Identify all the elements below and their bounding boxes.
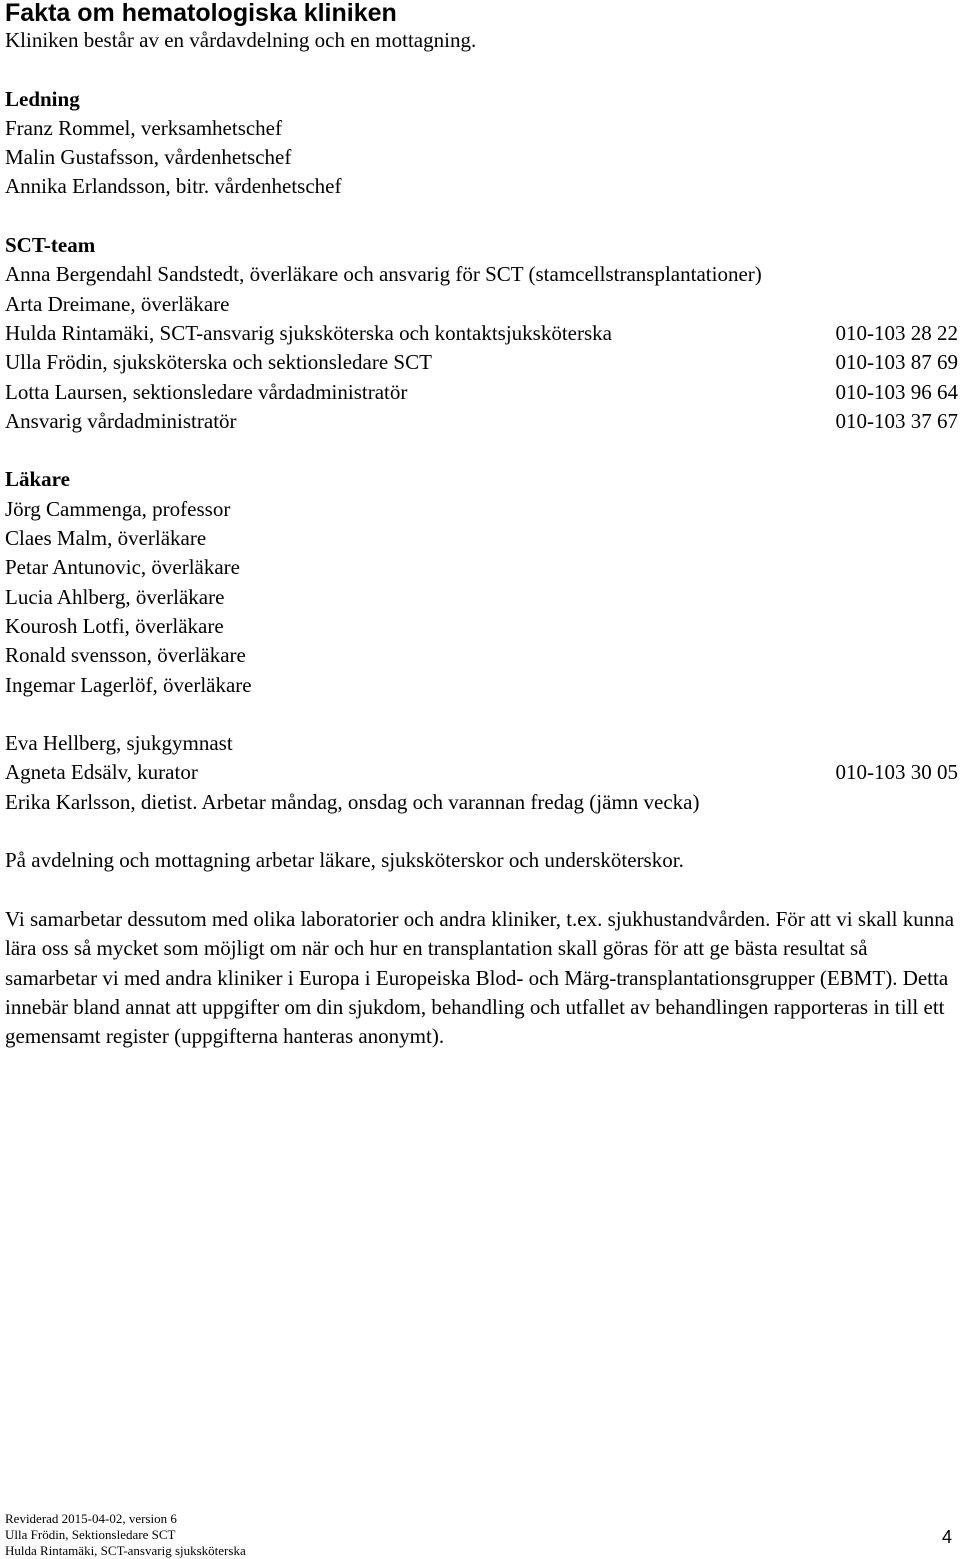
ledning-member: Annika Erlandsson, bitr. vårdenhetschef — [5, 174, 342, 199]
lakare-member: Ingemar Lagerlöf, överläkare — [5, 672, 252, 697]
sct-team-member — [5, 319, 958, 348]
member-name: Ansvarig vårdadministratör — [5, 408, 237, 433]
footer-line: Reviderad 2015-04-02, version 6 — [5, 1511, 177, 1526]
staff-name: Agneta Edsälv, kurator — [5, 760, 198, 785]
member-name: Ulla Frödin, sjuksköterska och sektionsledare SCT — [5, 350, 432, 375]
member-phone: 010-103 28 22 — [835, 320, 958, 345]
spacer — [5, 700, 958, 729]
spacer — [5, 436, 958, 465]
sct-team-member — [5, 260, 958, 289]
ledning-member: Franz Rommel, verksamhetschef — [5, 115, 282, 140]
other-staff — [5, 729, 958, 758]
other-staff — [5, 788, 958, 817]
footer-line: Ulla Frödin, Sektionsledare SCT — [5, 1527, 176, 1542]
lakare-member: Lucia Ahlberg, överläkare — [5, 584, 225, 609]
sct-team-member — [5, 378, 958, 407]
page-number: 4 — [941, 1527, 952, 1547]
ledning-member: Malin Gustafsson, vårdenhetschef — [5, 145, 292, 170]
document-page — [5, 0, 958, 1051]
spacer — [5, 876, 958, 905]
lakare-member: Claes Malm, överläkare — [5, 526, 207, 551]
footer — [5, 1511, 246, 1559]
sct-team-member — [5, 348, 958, 377]
lakare-member: Jörg Cammenga, professor — [5, 496, 231, 521]
lakare-member: Petar Antunovic, överläkare — [5, 555, 240, 580]
sct-team-heading: SCT-team — [5, 233, 96, 258]
staff-paragraph: På avdelning och mottagning arbetar läkare, sjuksköterskor och undersköterskor. — [5, 848, 684, 873]
member-phone: 010-103 87 69 — [835, 350, 958, 375]
member-name: Hulda Rintamäki, SCT-ansvarig sjuksköterska och kontaktsjuksköterska — [5, 320, 612, 345]
member-name: Anna Bergendahl Sandstedt, överläkare och ansvarig för SCT (stamcellstransplantationer) — [5, 262, 762, 287]
footer-line: Hulda Rintamäki, SCT-ansvarig sjuksköterska — [5, 1543, 246, 1558]
spacer — [5, 55, 958, 84]
collaboration-paragraph: Vi samarbetar dessutom med olika laboratorier och andra kliniker, t.ex. sjukhustandvården. För att vi skall kunna lära oss så mycket som möjligt om när och hur en transplantation skall göras för att ge bästa resultat så samarbetar vi med andra kliniker i Europa i Europeiska Blod- och Märg-transplantationsgrupper (EBMT). Detta innebär bland annat att uppgifter om din sjukdom, behandling och utfallet av behandlingen rapporteras in till ett gemensamt register (uppgifterna hanteras anonymt). — [5, 906, 955, 1049]
lakare-member: Ronald svensson, överläkare — [5, 643, 246, 668]
sct-team-member — [5, 290, 958, 319]
spacer — [5, 202, 958, 231]
member-name: Lotta Laursen, sektionsledare vårdadministratör — [5, 379, 408, 404]
member-name: Arta Dreimane, överläkare — [5, 291, 230, 316]
member-phone: 010-103 96 64 — [835, 379, 958, 404]
lakare-heading: Läkare — [5, 467, 70, 492]
page-title: Fakta om hematologiska kliniken — [5, 0, 397, 27]
intro-text: Kliniken består av en vårdavdelning och en mottagning. — [5, 28, 477, 52]
staff-name: Erika Karlsson, dietist. Arbetar måndag, onsdag och varannan fredag (jämn vecka) — [5, 789, 700, 814]
spacer — [5, 817, 958, 846]
staff-phone: 010-103 30 05 — [835, 760, 958, 785]
member-phone: 010-103 37 67 — [835, 408, 958, 433]
staff-name: Eva Hellberg, sjukgymnast — [5, 731, 233, 756]
other-staff — [5, 758, 958, 787]
ledning-heading: Ledning — [5, 86, 80, 111]
lakare-member: Kourosh Lotfi, överläkare — [5, 613, 224, 638]
sct-team-member — [5, 407, 958, 436]
